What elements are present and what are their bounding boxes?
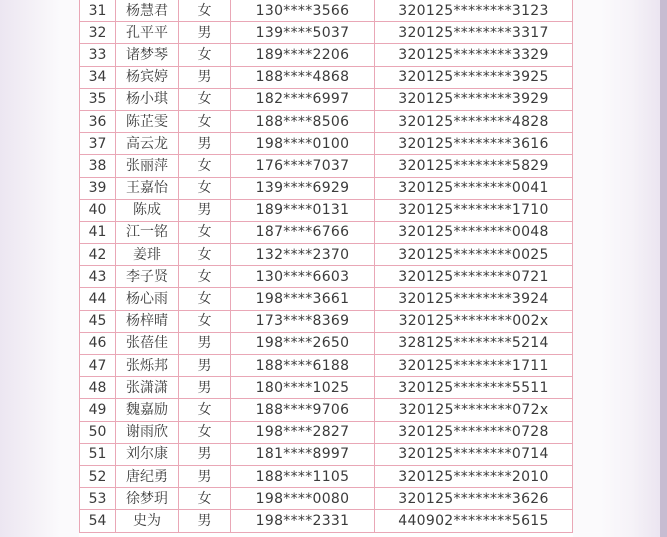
gender-cell: 男: [179, 22, 231, 44]
gender-cell: 男: [179, 133, 231, 155]
id-number-cell: 320125********2010: [375, 465, 573, 487]
gender-cell: 男: [179, 377, 231, 399]
table-row: [80, 66, 573, 88]
name-cell: 陈芷雯: [116, 110, 179, 132]
phone-cell: 187****6766: [231, 221, 375, 243]
row-number-cell: 45: [80, 310, 116, 332]
phone-cell: 188****4868: [231, 66, 375, 88]
gender-cell: 男: [179, 199, 231, 221]
gender-cell: 女: [179, 266, 231, 288]
table-row: [80, 221, 573, 243]
gender-cell: 男: [179, 510, 231, 532]
id-number-cell: 320125********5511: [375, 377, 573, 399]
roster-table-body: [80, 0, 573, 532]
id-number-cell: 440902********5615: [375, 510, 573, 532]
gender-cell: 女: [179, 44, 231, 66]
id-number-cell: 320125********3616: [375, 133, 573, 155]
row-number-cell: 43: [80, 266, 116, 288]
phone-cell: 198****2827: [231, 421, 375, 443]
id-number-cell: 320125********1710: [375, 199, 573, 221]
table-row: [80, 244, 573, 266]
table-row: [80, 155, 573, 177]
gender-cell: 女: [179, 221, 231, 243]
row-number-cell: 44: [80, 288, 116, 310]
row-number-cell: 47: [80, 355, 116, 377]
row-number-cell: 46: [80, 332, 116, 354]
row-number-cell: 48: [80, 377, 116, 399]
table-row: [80, 266, 573, 288]
table-row: [80, 199, 573, 221]
row-number-cell: 35: [80, 88, 116, 110]
row-number-cell: 31: [80, 0, 116, 22]
phone-cell: 180****1025: [231, 377, 375, 399]
row-number-cell: 39: [80, 177, 116, 199]
row-number-cell: 53: [80, 488, 116, 510]
name-cell: 姜琲: [116, 244, 179, 266]
table-row: [80, 488, 573, 510]
phone-cell: 182****6997: [231, 88, 375, 110]
gender-cell: 男: [179, 332, 231, 354]
row-number-cell: 38: [80, 155, 116, 177]
phone-cell: 130****3566: [231, 0, 375, 22]
table-row: [80, 421, 573, 443]
name-cell: 杨宾婷: [116, 66, 179, 88]
name-cell: 孔平平: [116, 22, 179, 44]
name-cell: 张丽萍: [116, 155, 179, 177]
id-number-cell: 320125********0728: [375, 421, 573, 443]
id-number-cell: 320125********1711: [375, 355, 573, 377]
gender-cell: 男: [179, 465, 231, 487]
gender-cell: 女: [179, 288, 231, 310]
gender-cell: 女: [179, 310, 231, 332]
name-cell: 高云龙: [116, 133, 179, 155]
gender-cell: 男: [179, 355, 231, 377]
roster-table: [79, 0, 573, 533]
name-cell: 徐梦玥: [116, 488, 179, 510]
phone-cell: 189****2206: [231, 44, 375, 66]
row-number-cell: 40: [80, 199, 116, 221]
name-cell: 杨心雨: [116, 288, 179, 310]
name-cell: 陈成: [116, 199, 179, 221]
phone-cell: 198****0080: [231, 488, 375, 510]
table-row: [80, 399, 573, 421]
roster-sheet: [79, 0, 573, 537]
name-cell: 杨慧君: [116, 0, 179, 22]
name-cell: 谢雨欣: [116, 421, 179, 443]
table-row: [80, 288, 573, 310]
gender-cell: 女: [179, 488, 231, 510]
phone-cell: 139****5037: [231, 22, 375, 44]
row-number-cell: 49: [80, 399, 116, 421]
phone-cell: 132****2370: [231, 244, 375, 266]
table-row: [80, 510, 573, 532]
id-number-cell: 320125********3929: [375, 88, 573, 110]
id-number-cell: 320125********3626: [375, 488, 573, 510]
row-number-cell: 41: [80, 221, 116, 243]
phone-cell: 198****2650: [231, 332, 375, 354]
name-cell: 唐纪勇: [116, 465, 179, 487]
phone-cell: 189****0131: [231, 199, 375, 221]
gender-cell: 女: [179, 421, 231, 443]
id-number-cell: 320125********3925: [375, 66, 573, 88]
table-row: [80, 310, 573, 332]
gender-cell: 女: [179, 244, 231, 266]
phone-cell: 198****3661: [231, 288, 375, 310]
row-number-cell: 50: [80, 421, 116, 443]
name-cell: 江一铭: [116, 221, 179, 243]
phone-cell: 188****6188: [231, 355, 375, 377]
phone-cell: 198****0100: [231, 133, 375, 155]
table-row: [80, 443, 573, 465]
id-number-cell: 320125********3317: [375, 22, 573, 44]
row-number-cell: 54: [80, 510, 116, 532]
table-row: [80, 110, 573, 132]
id-number-cell: 320125********0714: [375, 443, 573, 465]
phone-cell: 198****2331: [231, 510, 375, 532]
name-cell: 王嘉怡: [116, 177, 179, 199]
name-cell: 杨梓晴: [116, 310, 179, 332]
id-number-cell: 320125********4828: [375, 110, 573, 132]
id-number-cell: 328125********5214: [375, 332, 573, 354]
scrollbar-track[interactable]: [660, 0, 667, 537]
name-cell: 诸梦琴: [116, 44, 179, 66]
id-number-cell: 320125********072x: [375, 399, 573, 421]
gender-cell: 女: [179, 155, 231, 177]
phone-cell: 173****8369: [231, 310, 375, 332]
id-number-cell: 320125********0048: [375, 221, 573, 243]
gender-cell: 男: [179, 66, 231, 88]
row-number-cell: 33: [80, 44, 116, 66]
phone-cell: 188****9706: [231, 399, 375, 421]
row-number-cell: 51: [80, 443, 116, 465]
name-cell: 李子贤: [116, 266, 179, 288]
id-number-cell: 320125********3123: [375, 0, 573, 22]
table-row: [80, 44, 573, 66]
phone-cell: 130****6603: [231, 266, 375, 288]
table-row: [80, 355, 573, 377]
table-row: [80, 133, 573, 155]
name-cell: 魏嘉励: [116, 399, 179, 421]
id-number-cell: 320125********0041: [375, 177, 573, 199]
row-number-cell: 32: [80, 22, 116, 44]
id-number-cell: 320125********3329: [375, 44, 573, 66]
name-cell: 杨小琪: [116, 88, 179, 110]
row-number-cell: 37: [80, 133, 116, 155]
name-cell: 张蓓佳: [116, 332, 179, 354]
phone-cell: 176****7037: [231, 155, 375, 177]
name-cell: 史为: [116, 510, 179, 532]
id-number-cell: 320125********002x: [375, 310, 573, 332]
gender-cell: 女: [179, 399, 231, 421]
id-number-cell: 320125********0721: [375, 266, 573, 288]
row-number-cell: 36: [80, 110, 116, 132]
id-number-cell: 320125********5829: [375, 155, 573, 177]
gender-cell: 男: [179, 443, 231, 465]
row-number-cell: 42: [80, 244, 116, 266]
name-cell: 张烁邦: [116, 355, 179, 377]
table-row: [80, 377, 573, 399]
table-row: [80, 332, 573, 354]
id-number-cell: 320125********3924: [375, 288, 573, 310]
phone-cell: 139****6929: [231, 177, 375, 199]
phone-cell: 188****1105: [231, 465, 375, 487]
gender-cell: 女: [179, 88, 231, 110]
table-row: [80, 22, 573, 44]
phone-cell: 181****8997: [231, 443, 375, 465]
phone-cell: 188****8506: [231, 110, 375, 132]
name-cell: 张潇潇: [116, 377, 179, 399]
name-cell: 刘尔康: [116, 443, 179, 465]
gender-cell: 女: [179, 110, 231, 132]
table-row: [80, 465, 573, 487]
row-number-cell: 34: [80, 66, 116, 88]
row-number-cell: 52: [80, 465, 116, 487]
table-row: [80, 88, 573, 110]
table-row: [80, 0, 573, 22]
gender-cell: 女: [179, 0, 231, 22]
id-number-cell: 320125********0025: [375, 244, 573, 266]
table-row: [80, 177, 573, 199]
gender-cell: 女: [179, 177, 231, 199]
